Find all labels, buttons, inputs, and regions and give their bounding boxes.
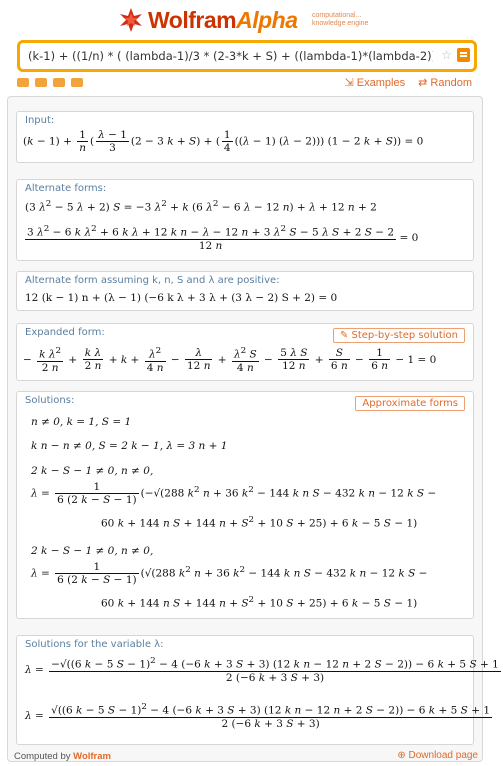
pod-title-positive: Alternate form assuming k, n, S and λ are positive: bbox=[25, 275, 280, 286]
header-links bbox=[335, 76, 473, 89]
camera-icon[interactable] bbox=[35, 78, 47, 87]
positive-assumption-pod bbox=[16, 271, 474, 311]
search-box[interactable] bbox=[17, 40, 477, 72]
pod-title-alternate: Alternate forms: bbox=[25, 183, 107, 194]
solution-3-line-1: λ = $\frac{1}{6 (2 k - S - 1)}$ (−√(288 $k^2$ n + 36 $k^2 - 144$ k n S − 432 k n − 12 k S − bbox=[31, 481, 437, 506]
alternate-form-2: 3 $\lambda^2 - 6$ k $\lambda^2 + 6$ k λ + 12 k n − λ − 12 n + 3 $\lambda^2$ S − 5 λ S + 2 S − 2 12 n = 0 bbox=[27, 224, 419, 252]
solution-2: k n − n ≠ 0, S = 2 k − 1, λ = 3 n + 1 bbox=[31, 440, 228, 452]
table-icon[interactable] bbox=[53, 78, 65, 87]
input-expression: (k − 1) + $\frac{1}{n}$ ( $\frac{\lambda - 1}{3}$ (2 − 3 k + S) + ( $\frac{1}{4}$ ((λ − 1) (λ − 2))) (1 − 2 k + S)) = 0 bbox=[23, 129, 424, 154]
positive-form: 12 (k − 1) n + (λ − 1) (−6 k λ + 3 λ + (3 λ − 2) S + 2) = 0 bbox=[25, 292, 338, 304]
toolbar bbox=[17, 78, 83, 87]
wolfram-link[interactable]: Wolfram bbox=[73, 751, 111, 762]
spikey-logo-icon bbox=[118, 7, 144, 33]
pod-title-expanded: Expanded form: bbox=[25, 327, 105, 338]
lambda-solutions-pod bbox=[16, 635, 499, 745]
expanded-expression: − $\frac{k \lambda^2}{2 n}$ + $\frac{\text{k λ}}{2 n}$ + k + $\frac{\lambda^2}{4 n}$ − $\frac{\lambda}{12 n}$ + $\frac{\lambda^2 S}{4 n}$ − $\frac{\text{5 λ S}}{12 n}$ + $\frac{S}{6 n}$ − $\frac{1}{6 n}$ − 1 = 0 bbox=[23, 346, 437, 374]
star-icon[interactable]: ☆ bbox=[441, 48, 452, 62]
solution-1: n ≠ 0, k = 1, S = 1 bbox=[31, 416, 132, 428]
font-icon[interactable] bbox=[71, 78, 83, 87]
solution-4-condition: 2 k − S − 1 ≠ 0, n ≠ 0, bbox=[31, 545, 154, 557]
download-page-link[interactable] bbox=[397, 750, 478, 761]
pod-title-lambda: Solutions for the variable λ: bbox=[25, 639, 164, 650]
solution-4-line-2: 60 k + 144 n S + 144 $n + S^2 + 10$ S + 25) + 6 k − 5 S − 1) bbox=[101, 595, 418, 610]
solutions-pod bbox=[16, 391, 474, 619]
approximate-forms-button[interactable] bbox=[355, 396, 465, 411]
random-link[interactable]: ⇄ Random bbox=[418, 77, 472, 89]
random-label: Random bbox=[430, 77, 472, 89]
lambda-solution-2: λ = √((6 k − 5 S − 1)$^2$ − 4 (−6 k + 3 S + 3) (12 k n − 12 n + 2 S − 2)) − 6 k + 5 S + 1 2 (−6 k + 3 S + 3) bbox=[25, 702, 491, 730]
alternate-forms-pod bbox=[16, 179, 474, 261]
query-input[interactable] bbox=[26, 48, 435, 64]
examples-link[interactable]: ⇲ Examples bbox=[344, 77, 406, 89]
pod-title-input: Input: bbox=[25, 115, 55, 126]
lambda-solution-1: λ = −√((6 k − 5 S − 1)$^2$ − 4 (−6 k + 3 S + 3) (12 k n − 12 n + 2 S − 2)) − 6 k + 5 S + 1 2 (−6 k + 3 S + 3) bbox=[25, 656, 499, 684]
download-icon: ⊕ bbox=[397, 750, 406, 761]
alternate-form-1: (3 $\lambda^2 - 5$ λ + 2) S = −3 $\lambda^2 + k$ (6 $\lambda^2 - 6$ λ − 12 n) + λ + 12 n + 2 bbox=[25, 199, 377, 214]
computed-by-label: Computed by bbox=[14, 751, 71, 762]
step-by-step-button[interactable]: ✎ Step-by-step solution bbox=[333, 328, 465, 343]
solution-4-line-1: λ = $\frac{1}{6 (2 k - S - 1)}$ (√(288 $k^2$ n + 36 $k^2 - 144$ k n S − 432 k n − 12 k S − bbox=[31, 561, 428, 586]
approximate-forms-label: Approximate forms bbox=[362, 398, 458, 409]
pod-title-solutions: Solutions: bbox=[25, 395, 75, 406]
logo-alpha: Alpha bbox=[236, 6, 298, 33]
wolframalpha-logo[interactable] bbox=[118, 6, 297, 34]
menu-icon[interactable] bbox=[457, 48, 470, 62]
solution-3-line-2: 60 k + 144 n S + 144 $n + S^2 + 10$ S + 25) + 6 k − 5 S − 1) bbox=[101, 515, 418, 530]
results-panel bbox=[7, 96, 499, 762]
download-page-label: Download page bbox=[408, 750, 478, 761]
tagline-line-1: computational... bbox=[312, 12, 362, 19]
step-by-step-label: Step-by-step solution bbox=[351, 330, 458, 341]
input-pod bbox=[16, 111, 474, 163]
examples-label: Examples bbox=[356, 77, 406, 89]
tagline bbox=[312, 12, 368, 28]
solution-3-condition: 2 k − S − 1 ≠ 0, n ≠ 0, bbox=[31, 465, 154, 477]
logo-wolfram: Wolfram bbox=[148, 6, 237, 33]
tagline-line-2: knowledge engine bbox=[312, 20, 369, 27]
computed-by bbox=[14, 751, 111, 762]
header bbox=[0, 0, 494, 100]
expanded-form-pod bbox=[16, 323, 474, 381]
keyboard-icon[interactable] bbox=[17, 78, 29, 87]
